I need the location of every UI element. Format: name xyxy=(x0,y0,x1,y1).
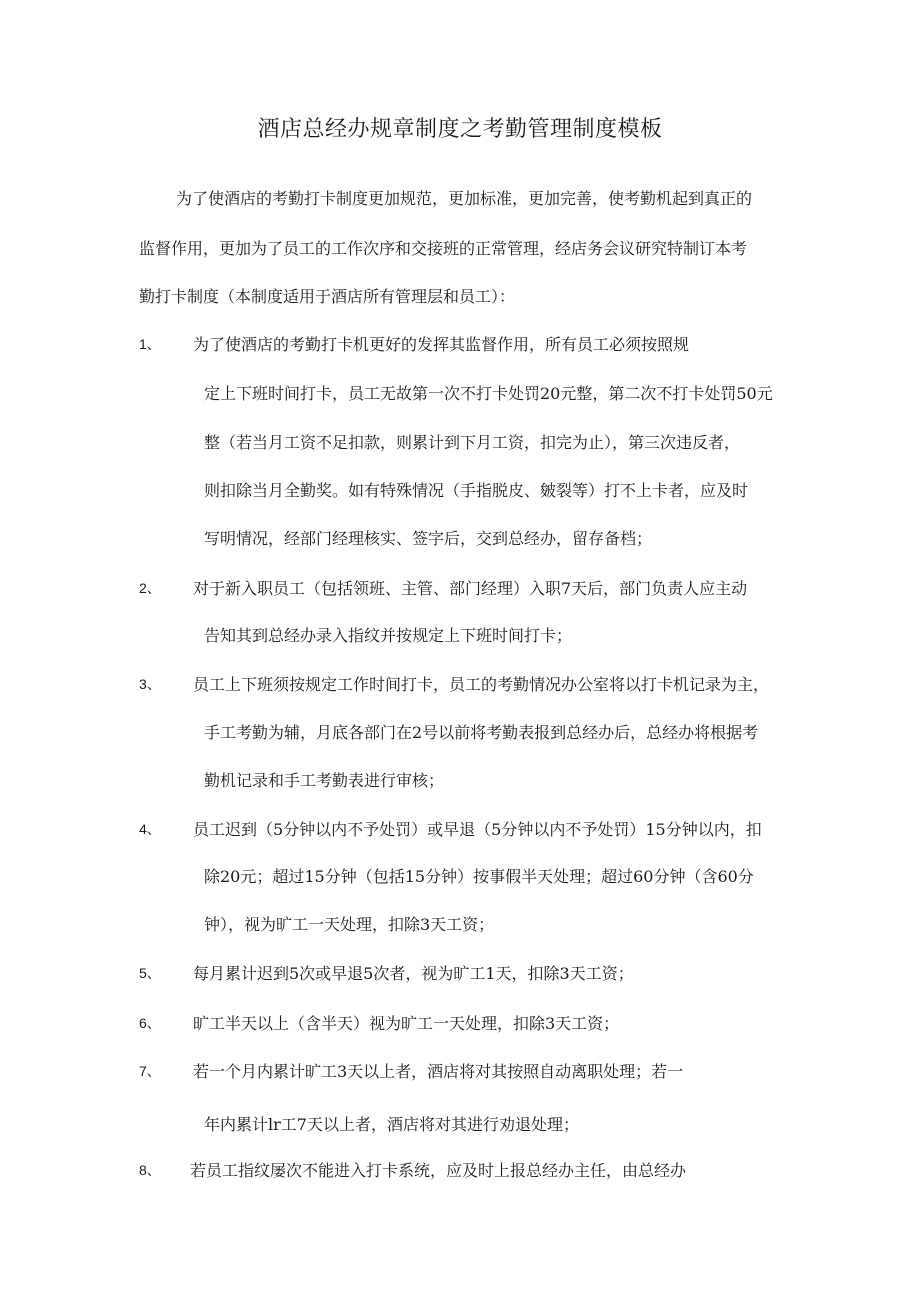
item-number: 5、 xyxy=(139,965,161,981)
item-line: 若一个月内累计旷工3天以上者，酒店将对其按照自动离职处理；若一 xyxy=(193,1062,684,1081)
item-line: 员工迟到（5分钟以内不予处罚）或早退（5分钟以内不予处罚）15分钟以内，扣 xyxy=(193,820,762,839)
item-number: 6、 xyxy=(139,1015,161,1031)
item-number: 8、 xyxy=(139,1162,161,1178)
item-number: 7、 xyxy=(139,1063,161,1079)
item-line: 年内累计lr工7天以上者，酒店将对其进行劝退处理； xyxy=(204,1115,579,1134)
item-number: 2、 xyxy=(139,580,161,596)
item-line: 员工上下班须按规定工作时间打卡，员工的考勤情况办公室将以打卡机记录为主， xyxy=(193,675,770,694)
item-line: 若员工指纹屡次不能进入打卡系统，应及时上报总经办主任，由总经办 xyxy=(190,1161,687,1180)
item-line: 除20元；超过15分钟（包括15分钟）按事假半天处理；超过60分钟（含60分 xyxy=(204,867,754,886)
item-line: 告知其到总经办录入指纹并按规定上下班时间打卡； xyxy=(204,626,573,645)
item-line: 则扣除当月全勤奖。如有特殊情况（手指脱皮、皴裂等）打不上卡者，应及时 xyxy=(204,481,749,500)
document-title: 酒店总经办规章制度之考勤管理制度模板 xyxy=(257,117,663,142)
intro-line: 监督作用，更加为了员工的工作次序和交接班的正常管理，经店务会议研究特制订本考 xyxy=(139,239,748,258)
item-line: 整（若当月工资不足扣款，则累计到下月工资，扣完为止），第三次违反者， xyxy=(204,433,741,452)
item-line: 钟），视为旷工一天处理，扣除3天工资； xyxy=(204,915,495,934)
item-line: 手工考勤为辅，月底各部门在2号以前将考勤表报到总经办后，总经办将根据考 xyxy=(204,723,759,742)
intro-line: 勤打卡制度（本制度适用于酒店所有管理层和员工）： xyxy=(139,287,516,306)
item-line: 为了使酒店的考勤打卡机更好的发挥其监督作用，所有员工必须按照规 xyxy=(193,335,690,354)
item-line: 每月累计迟到5次或早退5次者，视为旷工1天，扣除3天工资； xyxy=(193,964,634,983)
item-number: 3、 xyxy=(139,676,161,692)
intro-line: 为了使酒店的考勤打卡制度更加规范，更加标准，更加完善，使考勤机起到真正的 xyxy=(176,189,753,208)
item-line: 旷工半天以上（含半天）视为旷工一天处理，扣除3天工资； xyxy=(193,1014,620,1033)
item-line: 写明情况，经部门经理核实、签字后，交到总经办，留存备档； xyxy=(204,529,653,548)
item-number: 4、 xyxy=(139,821,161,837)
item-line: 定上下班时间打卡，员工无故第一次不打卡处罚20元整，第二次不打卡处罚50元 xyxy=(204,384,773,403)
item-line: 对于新入职员工（包括领班、主管、部门经理）入职7天后，部门负责人应主动 xyxy=(193,579,748,598)
item-number: 1、 xyxy=(139,336,161,352)
item-line: 勤机记录和手工考勤表进行审核； xyxy=(204,771,445,790)
